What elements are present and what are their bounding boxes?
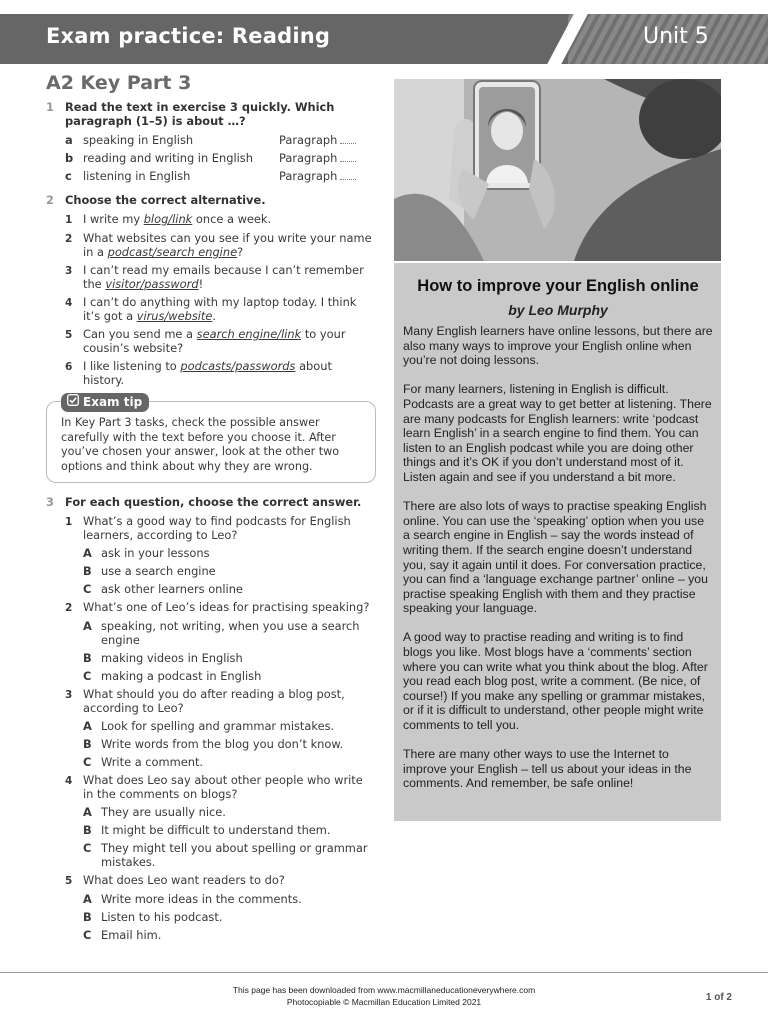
alternative-choice: podcast/search engine	[107, 245, 238, 259]
answer-option	[83, 805, 376, 819]
answer-option	[83, 619, 376, 647]
answer-blank	[340, 143, 356, 144]
option-letter: A	[83, 619, 92, 633]
exercise-instruction: For each question, choose the correct answer.	[65, 495, 362, 509]
answer-option	[83, 669, 376, 683]
sentence-end: to your cousin’s website?	[83, 327, 346, 355]
option-letter: B	[83, 823, 92, 837]
alternative-item	[65, 212, 376, 227]
item-number: 1	[65, 214, 73, 226]
paragraph-answer-slot	[279, 133, 356, 147]
exam-tip-badge	[61, 393, 149, 412]
question-text: What does Leo want readers to do?	[83, 873, 285, 887]
sentence-start: What websites can you see if you write your name in a	[83, 231, 372, 259]
option-text: Look for spelling and grammar mistakes.	[101, 719, 335, 733]
exam-tip-text: In Key Part 3 tasks, check the possible answer carefully with the text before you choose it. After you’ve chosen your answer, look at the other two options and think about why they are wrong.	[61, 416, 340, 473]
item-sentence	[83, 295, 376, 323]
exercise-number: 3	[46, 495, 54, 509]
paragraph-label: Paragraph	[279, 169, 338, 183]
section-title: A2 Key Part 3	[46, 72, 192, 94]
option-letter: A	[83, 719, 92, 733]
paragraph-label: Paragraph	[279, 151, 338, 165]
alternative-item	[65, 359, 376, 387]
option-letter: C	[83, 582, 92, 596]
page-header	[0, 14, 768, 64]
paragraph-answer-slot	[279, 151, 356, 165]
item-number: 5	[65, 329, 73, 341]
exercise-2-heading	[46, 193, 376, 207]
article-paragraph: Many English learners have online lessons, but there are also many ways to improve your English online when you’re not doing lessons.	[403, 324, 713, 368]
option-letter: B	[83, 564, 92, 578]
question-number: 3	[65, 689, 73, 701]
article-paragraph: There are many other ways to use the Internet to improve your English – tell us about your ideas in the comments. And remember, be safe online!	[403, 747, 692, 791]
answer-blank	[340, 161, 356, 162]
item-sentence	[83, 231, 376, 259]
option-text: Write a comment.	[101, 755, 204, 769]
option-letter: B	[83, 651, 92, 665]
item-number: 4	[65, 297, 73, 309]
option-text: They are usually nice.	[101, 805, 226, 819]
alternative-choice: search engine/link	[196, 327, 302, 341]
item-sentence	[83, 359, 376, 387]
question-number: 1	[65, 516, 73, 528]
option-letter: A	[83, 892, 92, 906]
page-footer	[0, 984, 768, 1008]
item-sentence	[83, 263, 376, 291]
article-paragraph: For many learners, listening in English is difficult. Podcasts are a great way to get better at listening. There are many podcasts for English learners: write ‘podcast learn English’ in a search engine to find them. You can listen to an English podcast while you are doing other things and it’s OK if you don’t understand most of it. Listen again and see if you understand a bit more.	[403, 382, 712, 484]
paragraph-match-row	[65, 151, 376, 165]
question-text: What’s one of Leo’s ideas for practising speaking?	[83, 600, 370, 614]
question-text: What should you do after reading a blog post, according to Leo?	[83, 687, 345, 715]
checkmark-icon	[67, 394, 79, 410]
page-number: 1 of 2	[705, 992, 732, 1003]
question-text: What’s a good way to find podcasts for English learners, according to Leo?	[83, 514, 351, 542]
paragraph-label: Paragraph	[279, 133, 338, 147]
answer-option	[83, 651, 376, 665]
option-letter: C	[83, 669, 92, 683]
exercise-3-heading	[46, 495, 376, 509]
sentence-start: I write my	[83, 212, 144, 226]
page-title: Exam practice: Reading	[46, 24, 331, 48]
option-letter: C	[83, 755, 92, 769]
question-text: What does Leo say about other people who write in the comments on blogs?	[83, 773, 363, 801]
exam-tip-box	[46, 394, 376, 483]
paragraph-match-row	[65, 169, 376, 183]
exercise-instruction: Choose the correct alternative.	[65, 193, 266, 207]
alternative-choice: virus/website	[136, 309, 213, 323]
question-item	[65, 687, 376, 715]
footer-copyright: Photocopiable © Macmillan Education Limited 2021	[286, 997, 482, 1007]
paragraph-answer-slot	[279, 169, 356, 183]
option-text: It might be difficult to understand them.	[101, 823, 331, 837]
item-text: listening in English	[83, 169, 191, 183]
item-number: 6	[65, 361, 73, 373]
option-text: Email him.	[101, 928, 162, 942]
answer-option	[83, 719, 376, 733]
alternative-item	[65, 295, 376, 323]
answer-option	[83, 737, 376, 751]
exercise-1-heading	[46, 100, 376, 128]
footer-divider	[0, 972, 768, 973]
option-text: making a podcast in English	[101, 669, 262, 683]
answer-option	[83, 755, 376, 769]
answer-option	[83, 546, 376, 560]
phone-image	[474, 81, 540, 189]
option-text: They might tell you about spelling or grammar mistakes.	[101, 841, 368, 869]
item-text: reading and writing in English	[83, 151, 253, 165]
sentence-end: ?	[237, 245, 244, 259]
option-text: Write more ideas in the comments.	[101, 892, 302, 906]
article-photo	[394, 79, 721, 261]
option-letter: A	[83, 805, 92, 819]
sentence-end: once a week.	[192, 212, 272, 226]
article-paragraph: There are also lots of ways to practise speaking English online. You can use the ‘speaking’ option when you use a search engine in English – say the words instead of writing them. If the search engine doesn’t understand you, say it again until it does. For conversation practice, you can find a ‘language exchange partner’ online – you practise speaking English with them and they practise speaking your language.	[403, 499, 708, 616]
question-item	[65, 600, 376, 615]
sentence-start: I can’t read my emails because I can’t remember the	[83, 263, 364, 291]
sentence-end: about history.	[83, 359, 332, 387]
paragraph-match-row	[65, 133, 376, 147]
answer-option	[83, 928, 376, 942]
option-letter: B	[83, 737, 92, 751]
sentence-start: Can you send me a	[83, 327, 197, 341]
question-number: 4	[65, 775, 73, 787]
answer-option	[83, 841, 376, 869]
sentence-start: I like listening to	[83, 359, 181, 373]
alternative-item	[65, 231, 376, 259]
answer-blank	[340, 179, 356, 180]
footer-download-note: This page has been downloaded from www.macmillaneducationeverywhere.com	[232, 985, 536, 995]
option-text: ask in your lessons	[101, 546, 210, 560]
option-text: speaking, not writing, when you use a search engine	[101, 619, 360, 647]
item-letter: a	[65, 133, 73, 147]
option-letter: C	[83, 841, 92, 855]
option-text: Listen to his podcast.	[101, 910, 223, 924]
exercise-number: 2	[46, 193, 54, 207]
alternative-item	[65, 327, 376, 355]
item-number: 3	[65, 265, 73, 277]
option-letter: A	[83, 546, 92, 560]
exercises-column	[46, 72, 376, 942]
item-sentence	[83, 212, 376, 227]
question-number: 2	[65, 602, 73, 614]
question-item	[65, 873, 376, 888]
item-letter: b	[65, 151, 74, 165]
sentence-end: .	[212, 309, 217, 323]
answer-option	[83, 910, 376, 924]
answer-option	[83, 892, 376, 906]
article-paragraph: A good way to practise reading and writing is to find blogs you like. Most blogs have a ‘comments’ section where you can write what you think about the blog. After you read each blog post, write a comment. (Be nice, of course!) If you make any spelling or grammar mistakes, or if it is difficult to understand, other people might write comments to tell you.	[403, 630, 708, 733]
question-item	[65, 514, 376, 542]
option-text: use a search engine	[101, 564, 216, 578]
sentence-start: I can’t do anything with my laptop today. I think it’s got a	[83, 295, 357, 323]
sentence-end: !	[198, 277, 204, 291]
unit-label: Unit 5	[643, 24, 709, 49]
option-text: Write words from the blog you don’t know.	[101, 737, 344, 751]
article-title: How to improve your English online	[417, 277, 699, 295]
answer-option	[83, 564, 376, 578]
article-panel	[394, 263, 721, 821]
option-text: making videos in English	[101, 651, 243, 665]
alternative-item	[65, 263, 376, 291]
alternative-choice: blog/link	[143, 212, 193, 226]
exercise-number: 1	[46, 100, 54, 114]
item-number: 2	[65, 233, 73, 245]
question-item	[65, 773, 376, 801]
question-number: 5	[65, 875, 73, 887]
exam-tip-label: Exam tip	[83, 394, 143, 409]
alternative-choice: podcasts/passwords	[180, 359, 296, 373]
item-letter: c	[65, 169, 72, 183]
alternative-choice: visitor/password	[105, 277, 199, 291]
article-byline: by Leo Murphy	[508, 302, 608, 318]
option-text: ask other learners online	[101, 582, 243, 596]
answer-option	[83, 823, 376, 837]
item-sentence	[83, 327, 376, 355]
exercise-instruction: Read the text in exercise 3 quickly. Which paragraph (1–5) is about …?	[65, 100, 335, 128]
option-letter: B	[83, 910, 92, 924]
answer-option	[83, 582, 376, 596]
option-letter: C	[83, 928, 92, 942]
item-text: speaking in English	[83, 133, 194, 147]
